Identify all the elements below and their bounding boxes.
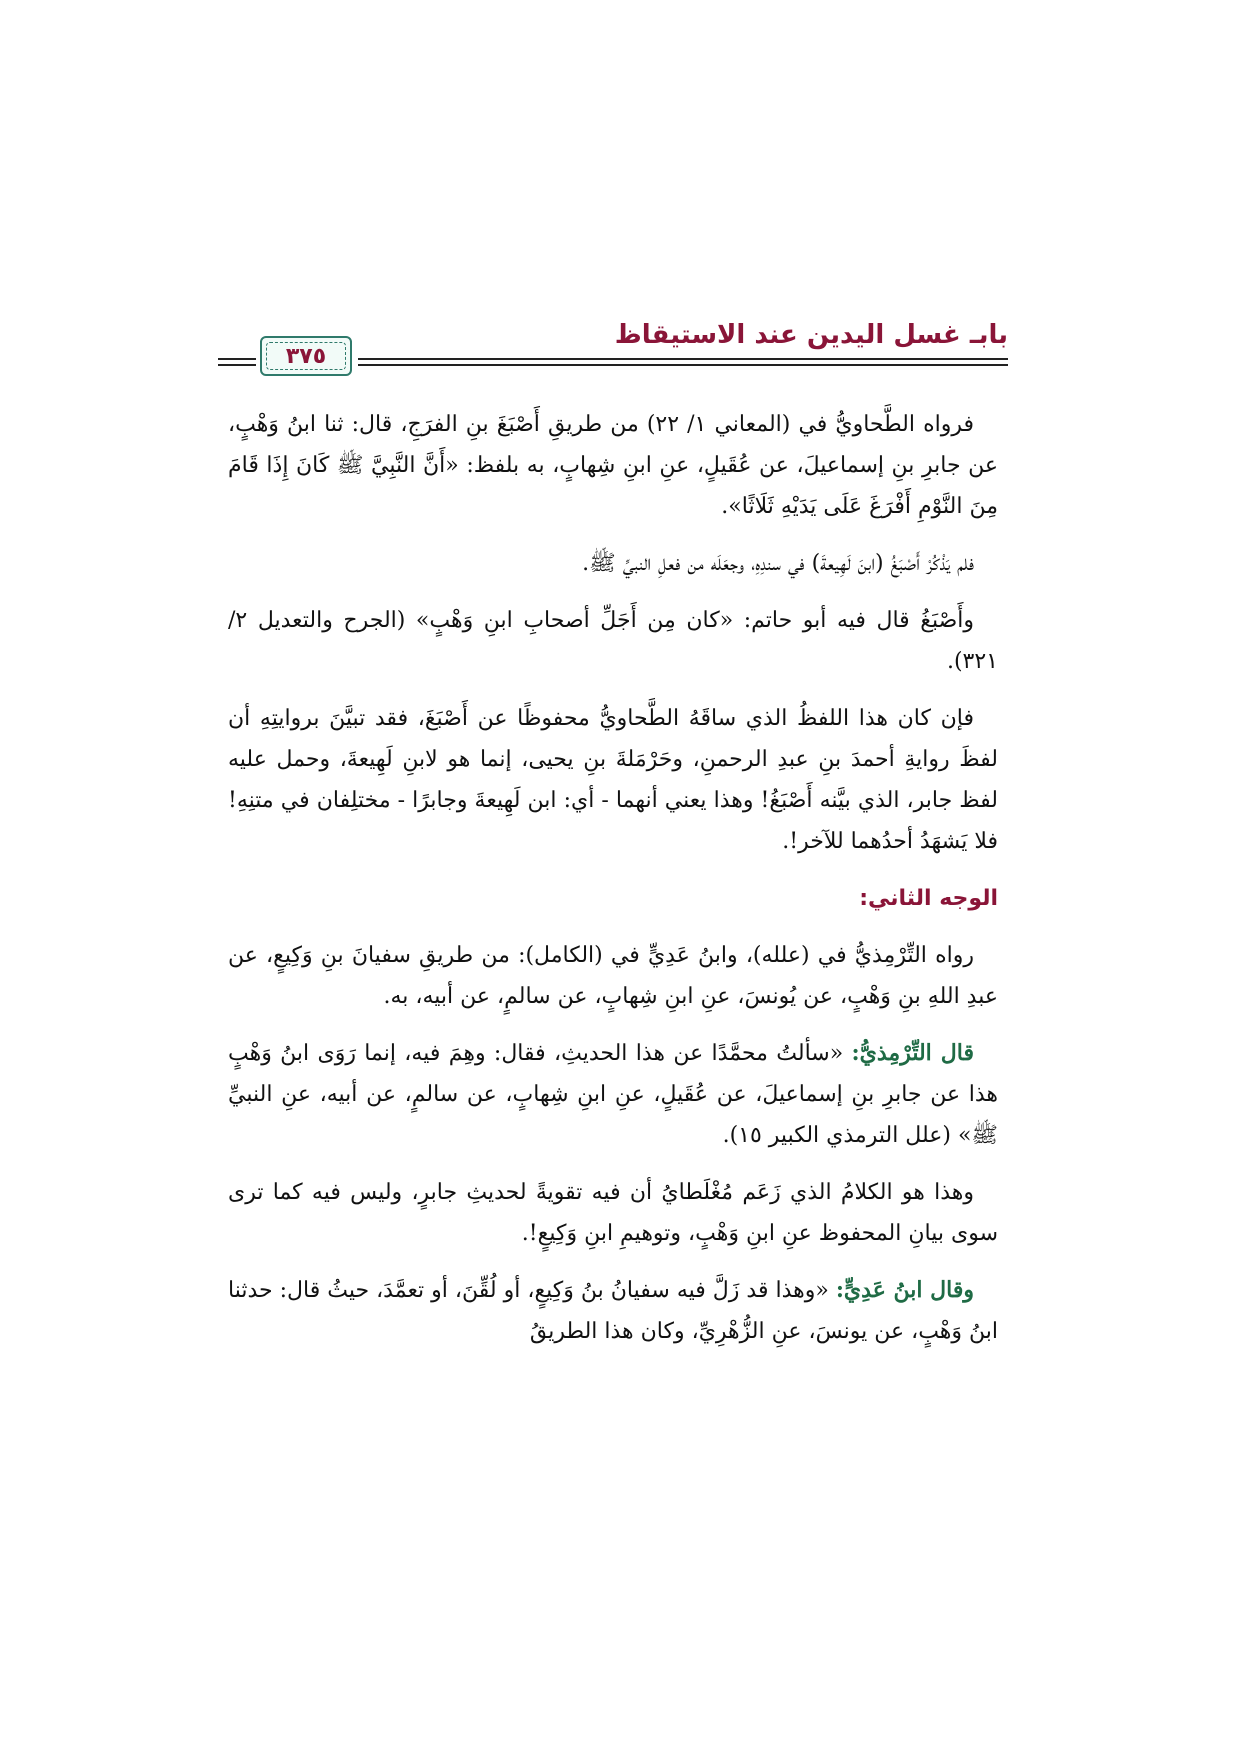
paragraph: وأَصْبَغُ قال فيه أبو حاتم: «كان مِن أَجَلِّ أصحابِ ابنِ وَهْبٍ» (الجرح والتعديل ٢/ ٣٢١).: [228, 608, 998, 674]
page-body: [228, 404, 998, 1368]
paragraph: وهذا هو الكلامُ الذي زَعَم مُغْلَطايُ أن فيه تقويةً لحديثِ جابرٍ، وليس فيه كما ترى سوى بيانِ المحفوظ عنِ ابنِ وَهْبٍ، وتوهيمِ ابنِ وَكِيعٍ!.: [228, 1180, 998, 1246]
quote-label: قال التِّرْمِذيُّ:: [851, 1040, 974, 1066]
paragraph: فإن كان هذا اللفظُ الذي ساقَهُ الطَّحاويُّ محفوظًا عن أَصْبَغَ، فقد تبيَّنَ بروايتِهِ أن لفظَ روايةِ أحمدَ بنِ عبدِ الرحمنِ، وحَرْمَلةَ بنِ يحيى، إنما هو لابنِ لَهِيعةَ، وحمل عليه لفظ جابر، الذي بيَّنه أَصْبَغُ! وهذا يعني أنهما - أي: ابن لَهِيعةَ وجابرًا - مختلِفان في متنِهِ! فلا يَشهَدُ أحدُهما للآخر!.: [228, 706, 998, 854]
header-rule: [218, 364, 256, 366]
chapter-title: بابـ غسل اليدين عند الاستيقاظ: [614, 320, 1008, 350]
quote-text: «وهذا قد زَلَّ فيه سفيانُ بنُ وَكِيعٍ، أو لُقِّنَ، أو تعمَّدَ، حيثُ قال: حدثنا ابنُ وَهْبٍ، عن يونسَ، عنِ الزُّهْرِيِّ، وكان هذا الطريقُ: [228, 1278, 998, 1344]
page-header: [218, 318, 1008, 378]
ibn-adi-paragraph: [228, 1270, 998, 1352]
page-number: ٣٧٥: [285, 343, 327, 369]
section-heading: الوجه الثاني:: [859, 886, 998, 911]
paragraph: فلم يَذْكُرْ أَصْبَغُ (ابنَ لَهِيعةَ) في سندِهِ، وجعَلَه من فعلِ النبيِّ ﷺ.: [582, 551, 974, 576]
tirmidhi-paragraph: [228, 1033, 998, 1156]
header-rule: [358, 364, 1008, 366]
quote-text: «سألتُ محمَّدًا عن هذا الحديثِ، فقال: وهِمَ فيه، إنما رَوَى ابنُ وَهْبٍ هذا عن جابرِ بنِ إسماعيلَ، عن عُقَيلٍ، عنِ ابنِ شِهابٍ، عن سالمٍ، عن أبيه، عنِ النبيِّ ﷺ» (علل الترمذي الكبير ١٥).: [228, 1041, 998, 1148]
paragraph: رواه التِّرْمِذيُّ في (علله)، وابنُ عَدِيٍّ في (الكامل): من طريقِ سفيانَ بنِ وَكِيعٍ، عن عبدِ اللهِ بنِ وَهْبٍ، عن يُونسَ، عنِ ابنِ شِهابٍ، عن سالمٍ، عن أبيه، به.: [228, 943, 998, 1009]
quote-label: وقال ابنُ عَدِيٍّ:: [835, 1277, 974, 1303]
page-number-badge: [260, 336, 352, 376]
header-rule: [358, 358, 1008, 360]
header-rule: [218, 358, 256, 360]
paragraph: فرواه الطَّحاويُّ في (المعاني ١/ ٢٢) من طريقِ أَصْبَغَ بنِ الفرَجِ، قال: ثنا ابنُ وَهْبٍ، عن جابرِ بنِ إسماعيلَ، عن عُقَيلٍ، عنِ ابنِ شِهابٍ، به بلفظ: «أَنَّ النَّبِيَّ ﷺ كَانَ إِذَا قَامَ مِنَ النَّوْمِ أَفْرَغَ عَلَى يَدَيْهِ ثَلَاثًا».: [228, 412, 998, 519]
